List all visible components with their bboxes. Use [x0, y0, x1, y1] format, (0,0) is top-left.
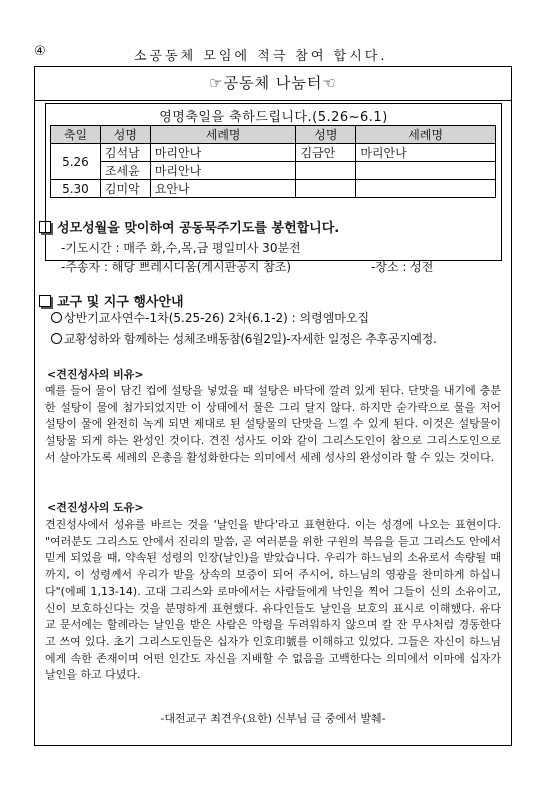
feast-date: 5.26 — [51, 144, 101, 180]
col-header: 성명 — [296, 126, 356, 144]
baptismal-name: 마리안나 — [150, 144, 296, 162]
feast-day-title: 영명축일을 축하드립니다.(5.26~6.1) — [159, 110, 388, 125]
checkbox-square-icon — [39, 295, 51, 307]
seal-title: <견진성사의 도유> — [47, 501, 144, 514]
baptismal-name — [356, 180, 496, 198]
baptismal-name: 마리안나 — [356, 144, 496, 162]
table-row — [51, 144, 496, 162]
baptismal-name: 마리안나 — [150, 162, 296, 180]
header-slogan: 소공동체 모임에 적극 참여 합시다. — [134, 49, 388, 64]
col-header: 축일 — [51, 126, 101, 144]
col-header: 세례명 — [150, 126, 296, 144]
person-name: 김금안 — [296, 144, 356, 162]
events-title: 교구 및 지구 행사안내 — [39, 291, 184, 310]
rosary-host: -주송자 : 해당 쁘레시디움(게시판공지 참조) — [61, 260, 292, 274]
section-title: ☞공동체 나눔터☜ — [35, 67, 511, 101]
table-row — [51, 180, 496, 198]
baptismal-name: 요안나 — [150, 180, 296, 198]
event-item: 상반기교사연수-1차(5.25-26) 2차(6.1-2) : 의령엠마오집 — [51, 309, 369, 326]
person-name — [296, 162, 356, 180]
feast-date: 5.30 — [51, 180, 101, 198]
rosary-time: -기도시간 : 매주 화,수,목,금 평일미사 30분전 — [61, 241, 301, 255]
bulletin-frame — [34, 66, 512, 746]
checkbox-square-icon — [39, 221, 51, 233]
table-header-row — [51, 126, 496, 144]
seal-text: 견진성사에서 성유를 바르는 것을 '날인을 받다'라고 표현한다. 이는 성경에 나오는 표현이다. "여러분도 그리스도 안에서 진리의 말씀, 곧 여러분을 위한 구원의 복음을 듣고 그리스도 안에서 믿게 되었을 때, 약속된 성령의 인장(날인)을 받았습니다. 우리가 하느님의 소유로서 속량될 때까지, 이 성령께서 우리가 받을 상속의 보증이 되어 주시어, 하느님의 영광을 찬미하게 하십니다"(에페 1,13-14). 고대 그리스와 로마에서는 사람들에게 낙인을 찍어 그들이 신의 소유이고, 신이 보호하신다는 것을 분명하게 표현했다. 유다인들도 날인을 보호의 표시로 이해했다. 유다교 문서에는 할례라는 날인을 받은 사람은 악령을 두려워하지 않으며 칼 잔 무사처럼 경동한다고 쓰여 있다. 초기 그리스도인들은 십자가 인호印號를 이해하고 있었다. 그들은 자신이 하느님에게 속한 존재이며 어떤 인간도 자신을 지배할 수 없음을 고백한다는 의미에서 이마에 십자가 날인을 하고 다녔다. — [45, 518, 501, 682]
person-name: 조세윤 — [100, 162, 150, 180]
feast-day-table — [50, 125, 496, 198]
person-name — [296, 180, 356, 198]
rosary-place: -장소 : 성전 — [371, 260, 434, 274]
page-header — [34, 44, 514, 64]
col-header: 성명 — [100, 126, 150, 144]
bullet-circle-icon — [51, 333, 62, 344]
metaphor-text: 예를 들어 물이 담긴 컵에 설탕을 넣었을 때 설탕은 바닥에 깔려 있게 된다. 단맛을 내기에 충분한 설탕이 물에 첨가되었지만 이 상태에서 물은 그리 달지 않다. 하지만 숟가락으로 물을 저어 설탕이 물에 완전히 녹게 되면 제대로 된 설탕물의 단맛을 느낄 수 있게 된다. 이것은 설탕물이 설탕물 되게 하는 완성인 것이다. 견진 성사도 이와 같이 그리스도인이 참으로 그리스도인으로서 살아가도록 세례의 은총을 활성화한다는 의미에서 세례 성사의 완성이라 할 수 있는 것이다. — [45, 384, 501, 464]
bullet-circle-icon — [51, 312, 62, 323]
col-header: 세례명 — [356, 126, 496, 144]
page-number: ④ — [34, 44, 46, 59]
person-name: 김석남 — [100, 144, 150, 162]
rosary-title: 성모성월을 맞이하여 공동묵주기도를 봉헌합니다. — [39, 217, 339, 236]
person-name: 김미악 — [100, 180, 150, 198]
attribution: -대전교구 최견우(요한) 신부님 글 중에서 발췌- — [160, 712, 386, 725]
feast-day-box — [45, 103, 502, 261]
event-item: 교황성하와 함께하는 성체조배동참(6월2일)-자세한 일정은 추후공지예정. — [51, 330, 437, 347]
table-row — [51, 162, 496, 180]
baptismal-name — [356, 162, 496, 180]
metaphor-title: <견진성사의 비유> — [47, 368, 144, 381]
